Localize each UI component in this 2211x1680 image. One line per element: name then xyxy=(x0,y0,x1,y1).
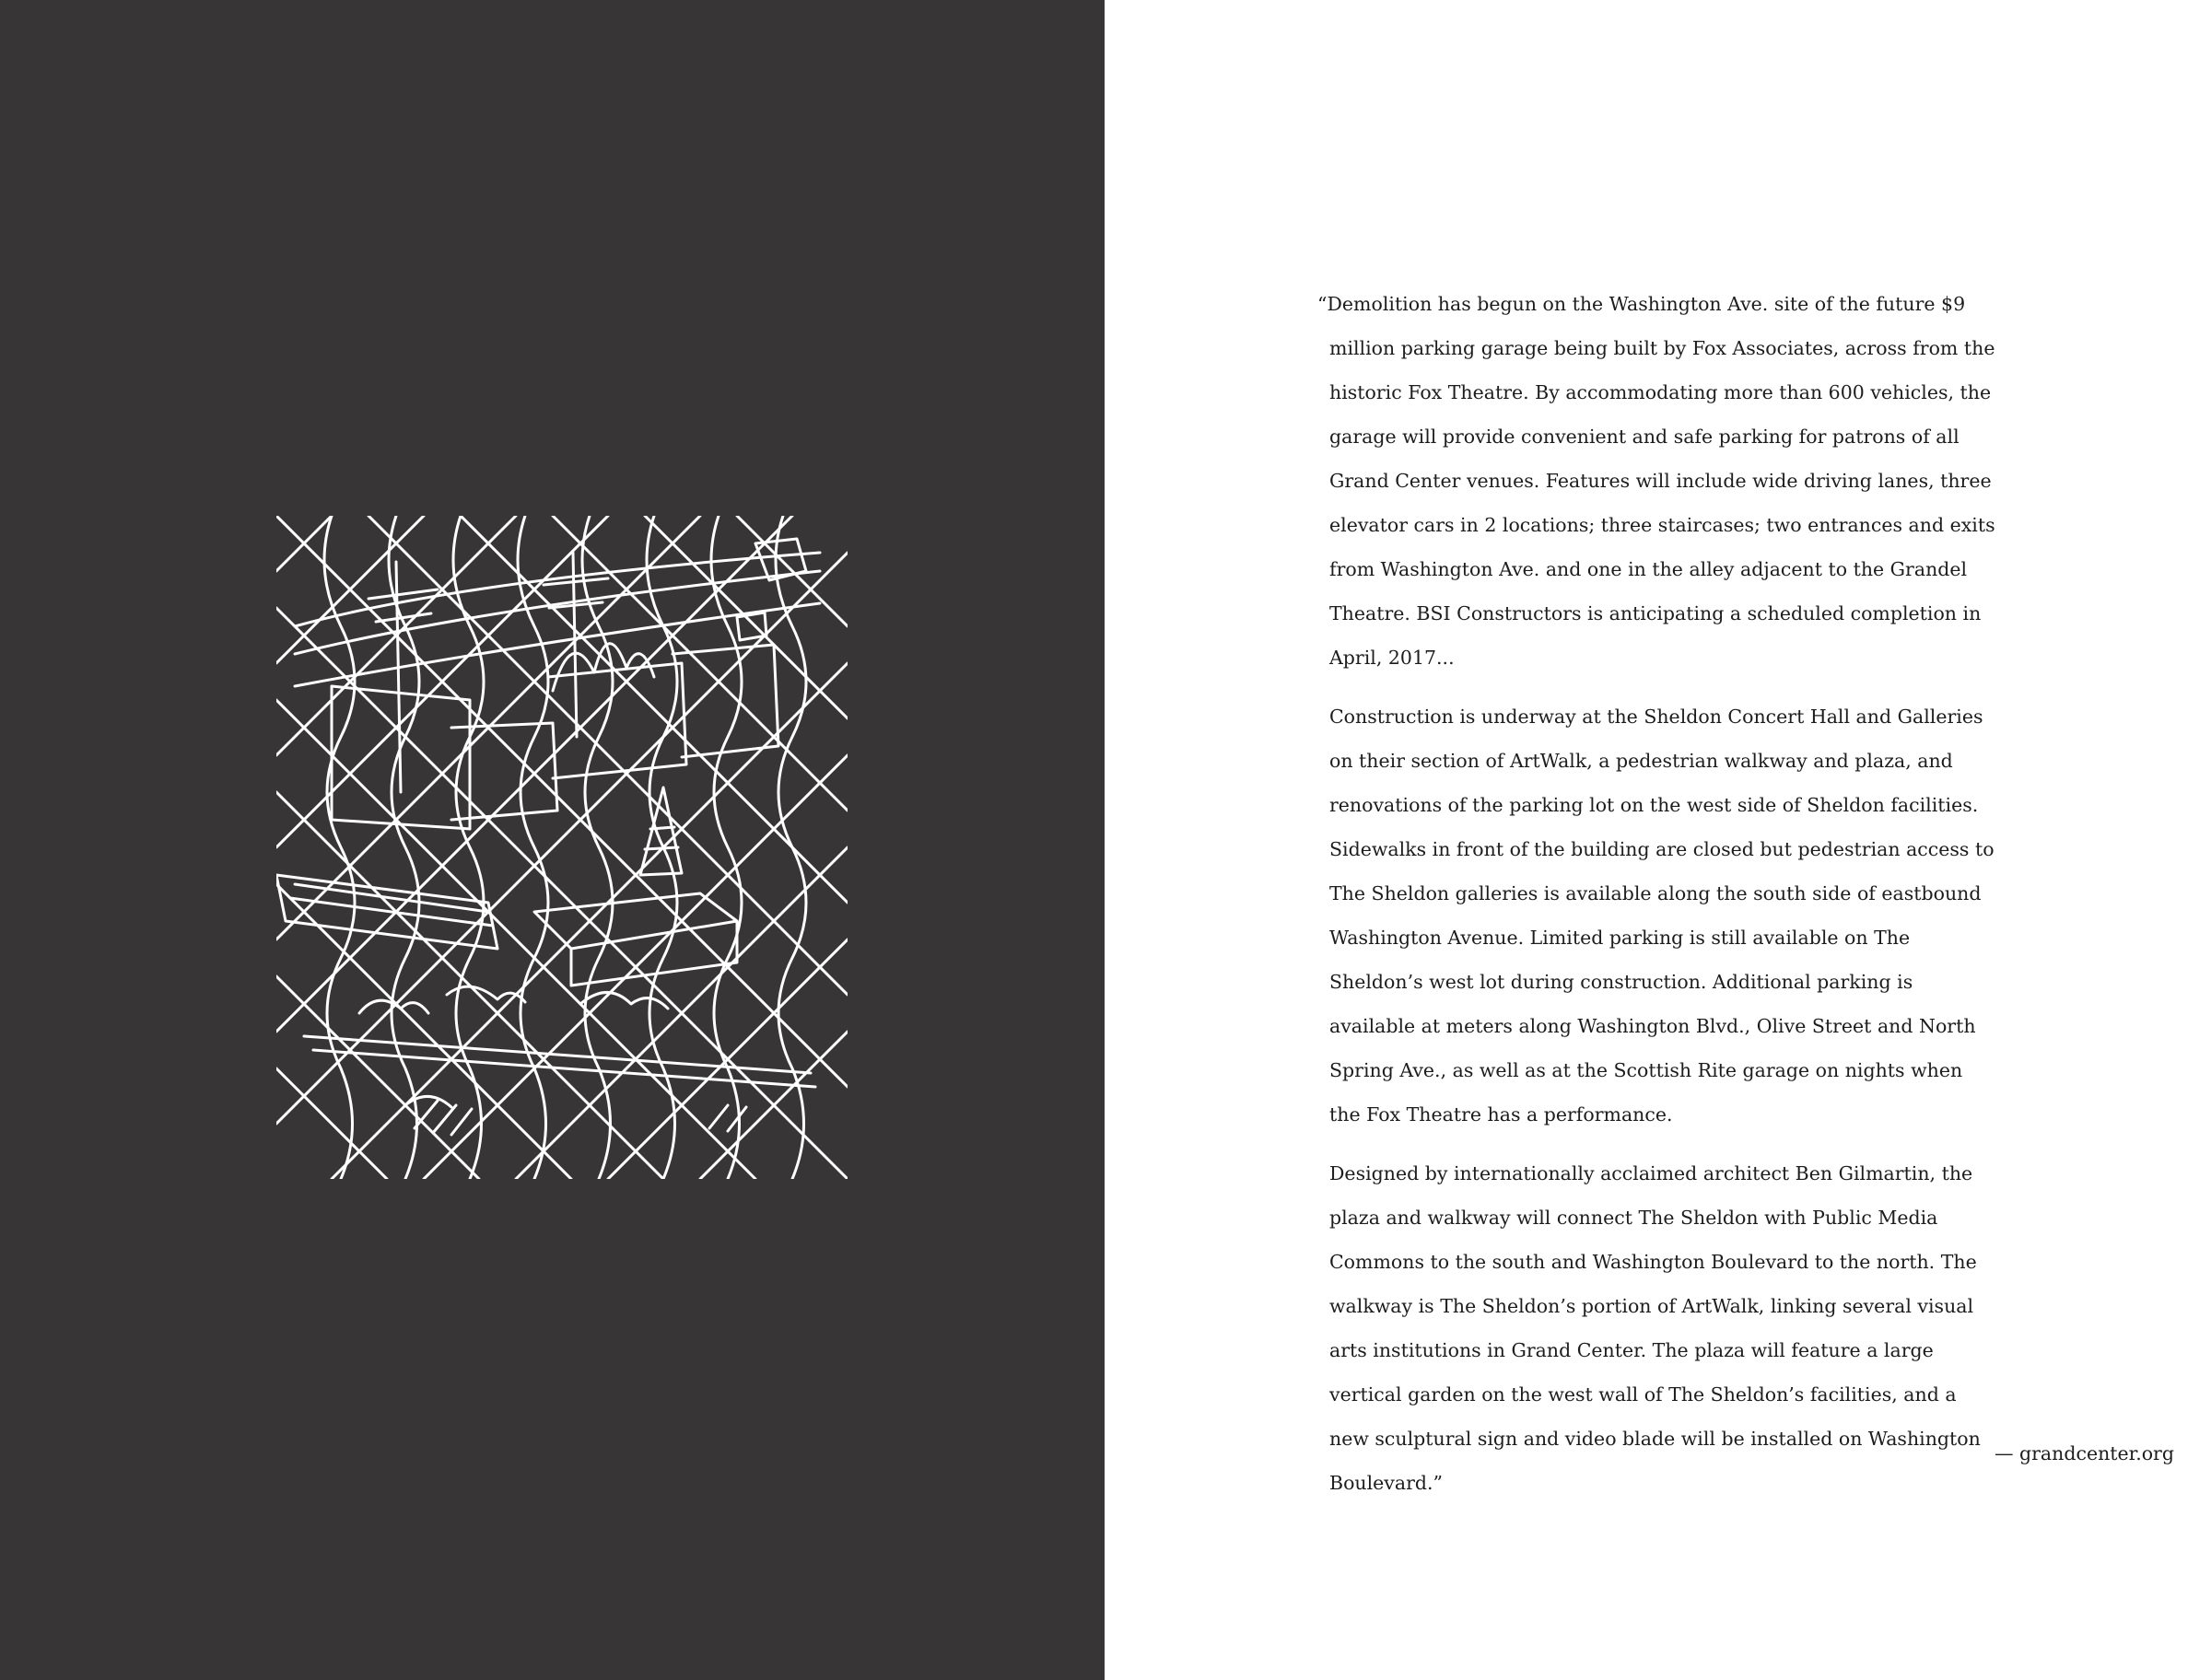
right-page xyxy=(1105,0,2211,1680)
quote-paragraph: Construction is underway at the Sheldon Concert Hall and Galleries on their section of ArtWalk, a pedestrian walkway and plaza, and renovations of the parking lot on the west side of Sheldon facilities. Sidewalks in front of the building are closed but pedestrian access to The Sheldon galleries is available along the south side of eastbound Washington Avenue. Limited parking is still available on The Sheldon’s west lot during construction. Additional parking is available at meters along Washington Blvd., Olive Street and North Spring Ave., as well as at the Scottish Rite garage on nights when the Fox Theatre has a performance. xyxy=(1329,706,1995,1126)
chain-link-fence-sketch-icon xyxy=(276,516,848,1179)
quote-attribution: — grandcenter.org xyxy=(1994,1442,2174,1464)
quote-text-block xyxy=(1317,282,1999,1520)
quote-paragraph: “Demolition has begun on the Washington Ave. site of the future $9 million parking garage being built by Fox Associates, across from the historic Fox Theatre. By accommodating more than 600 vehicles, the garage will provide convenient and safe parking for patrons of all Grand Center venues. Features will include wide driving lanes, three elevator cars in 2 locations; three staircases; two entrances and exits from Washington Ave. and one in the alley adjacent to the Grandel Theatre. BSI Constructors is anticipating a scheduled completion in April, 2017... xyxy=(1317,293,1995,669)
left-page xyxy=(0,0,1105,1680)
quote-paragraph: Designed by internationally acclaimed architect Ben Gilmartin, the plaza and walkway will connect The Sheldon with Public Media Commons to the south and Washington Boulevard to the north. The walkway is The Sheldon’s portion of ArtWalk, linking several visual arts institutions in Grand Center. The plaza will feature a large vertical garden on the west wall of The Sheldon’s facilities, and a new sculptural sign and video blade will be installed on Washington Boulevard.” xyxy=(1329,1162,1981,1494)
